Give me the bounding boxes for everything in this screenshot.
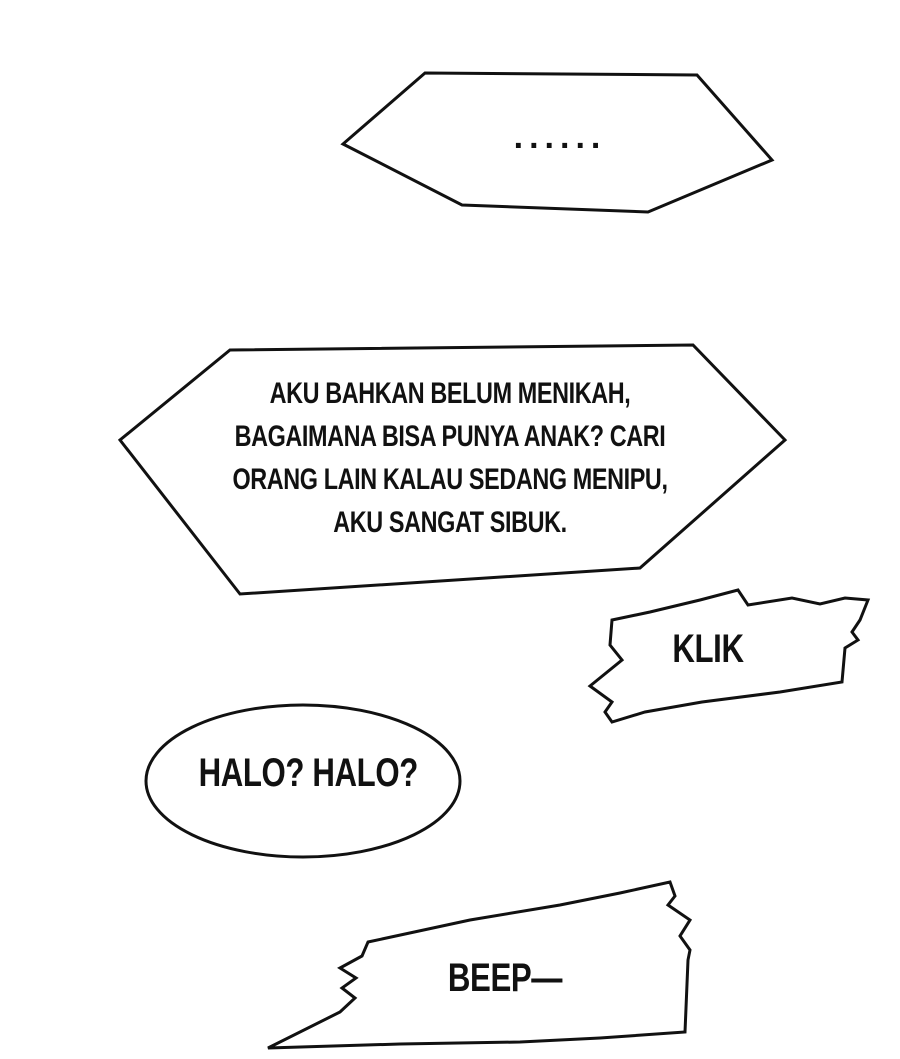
- beep-sfx-text: BEEP—: [447, 956, 563, 1000]
- ellipsis-text: ......: [513, 118, 607, 156]
- speech-line-3: ORANG LAIN KALAU SEDANG MENIPU,: [232, 463, 668, 496]
- speech-line-1: AKU BAHKAN BELUM MENIKAH,: [269, 377, 631, 410]
- speech-line-4: AKU SANGAT SIBUK.: [333, 506, 567, 539]
- speech-line-2: BAGAIMANA BISA PUNYA ANAK? CARI: [234, 420, 666, 453]
- speech-text: [232, 372, 669, 544]
- klik-sfx-text: KLIK: [672, 627, 744, 671]
- halo-text: HALO? HALO?: [198, 751, 418, 795]
